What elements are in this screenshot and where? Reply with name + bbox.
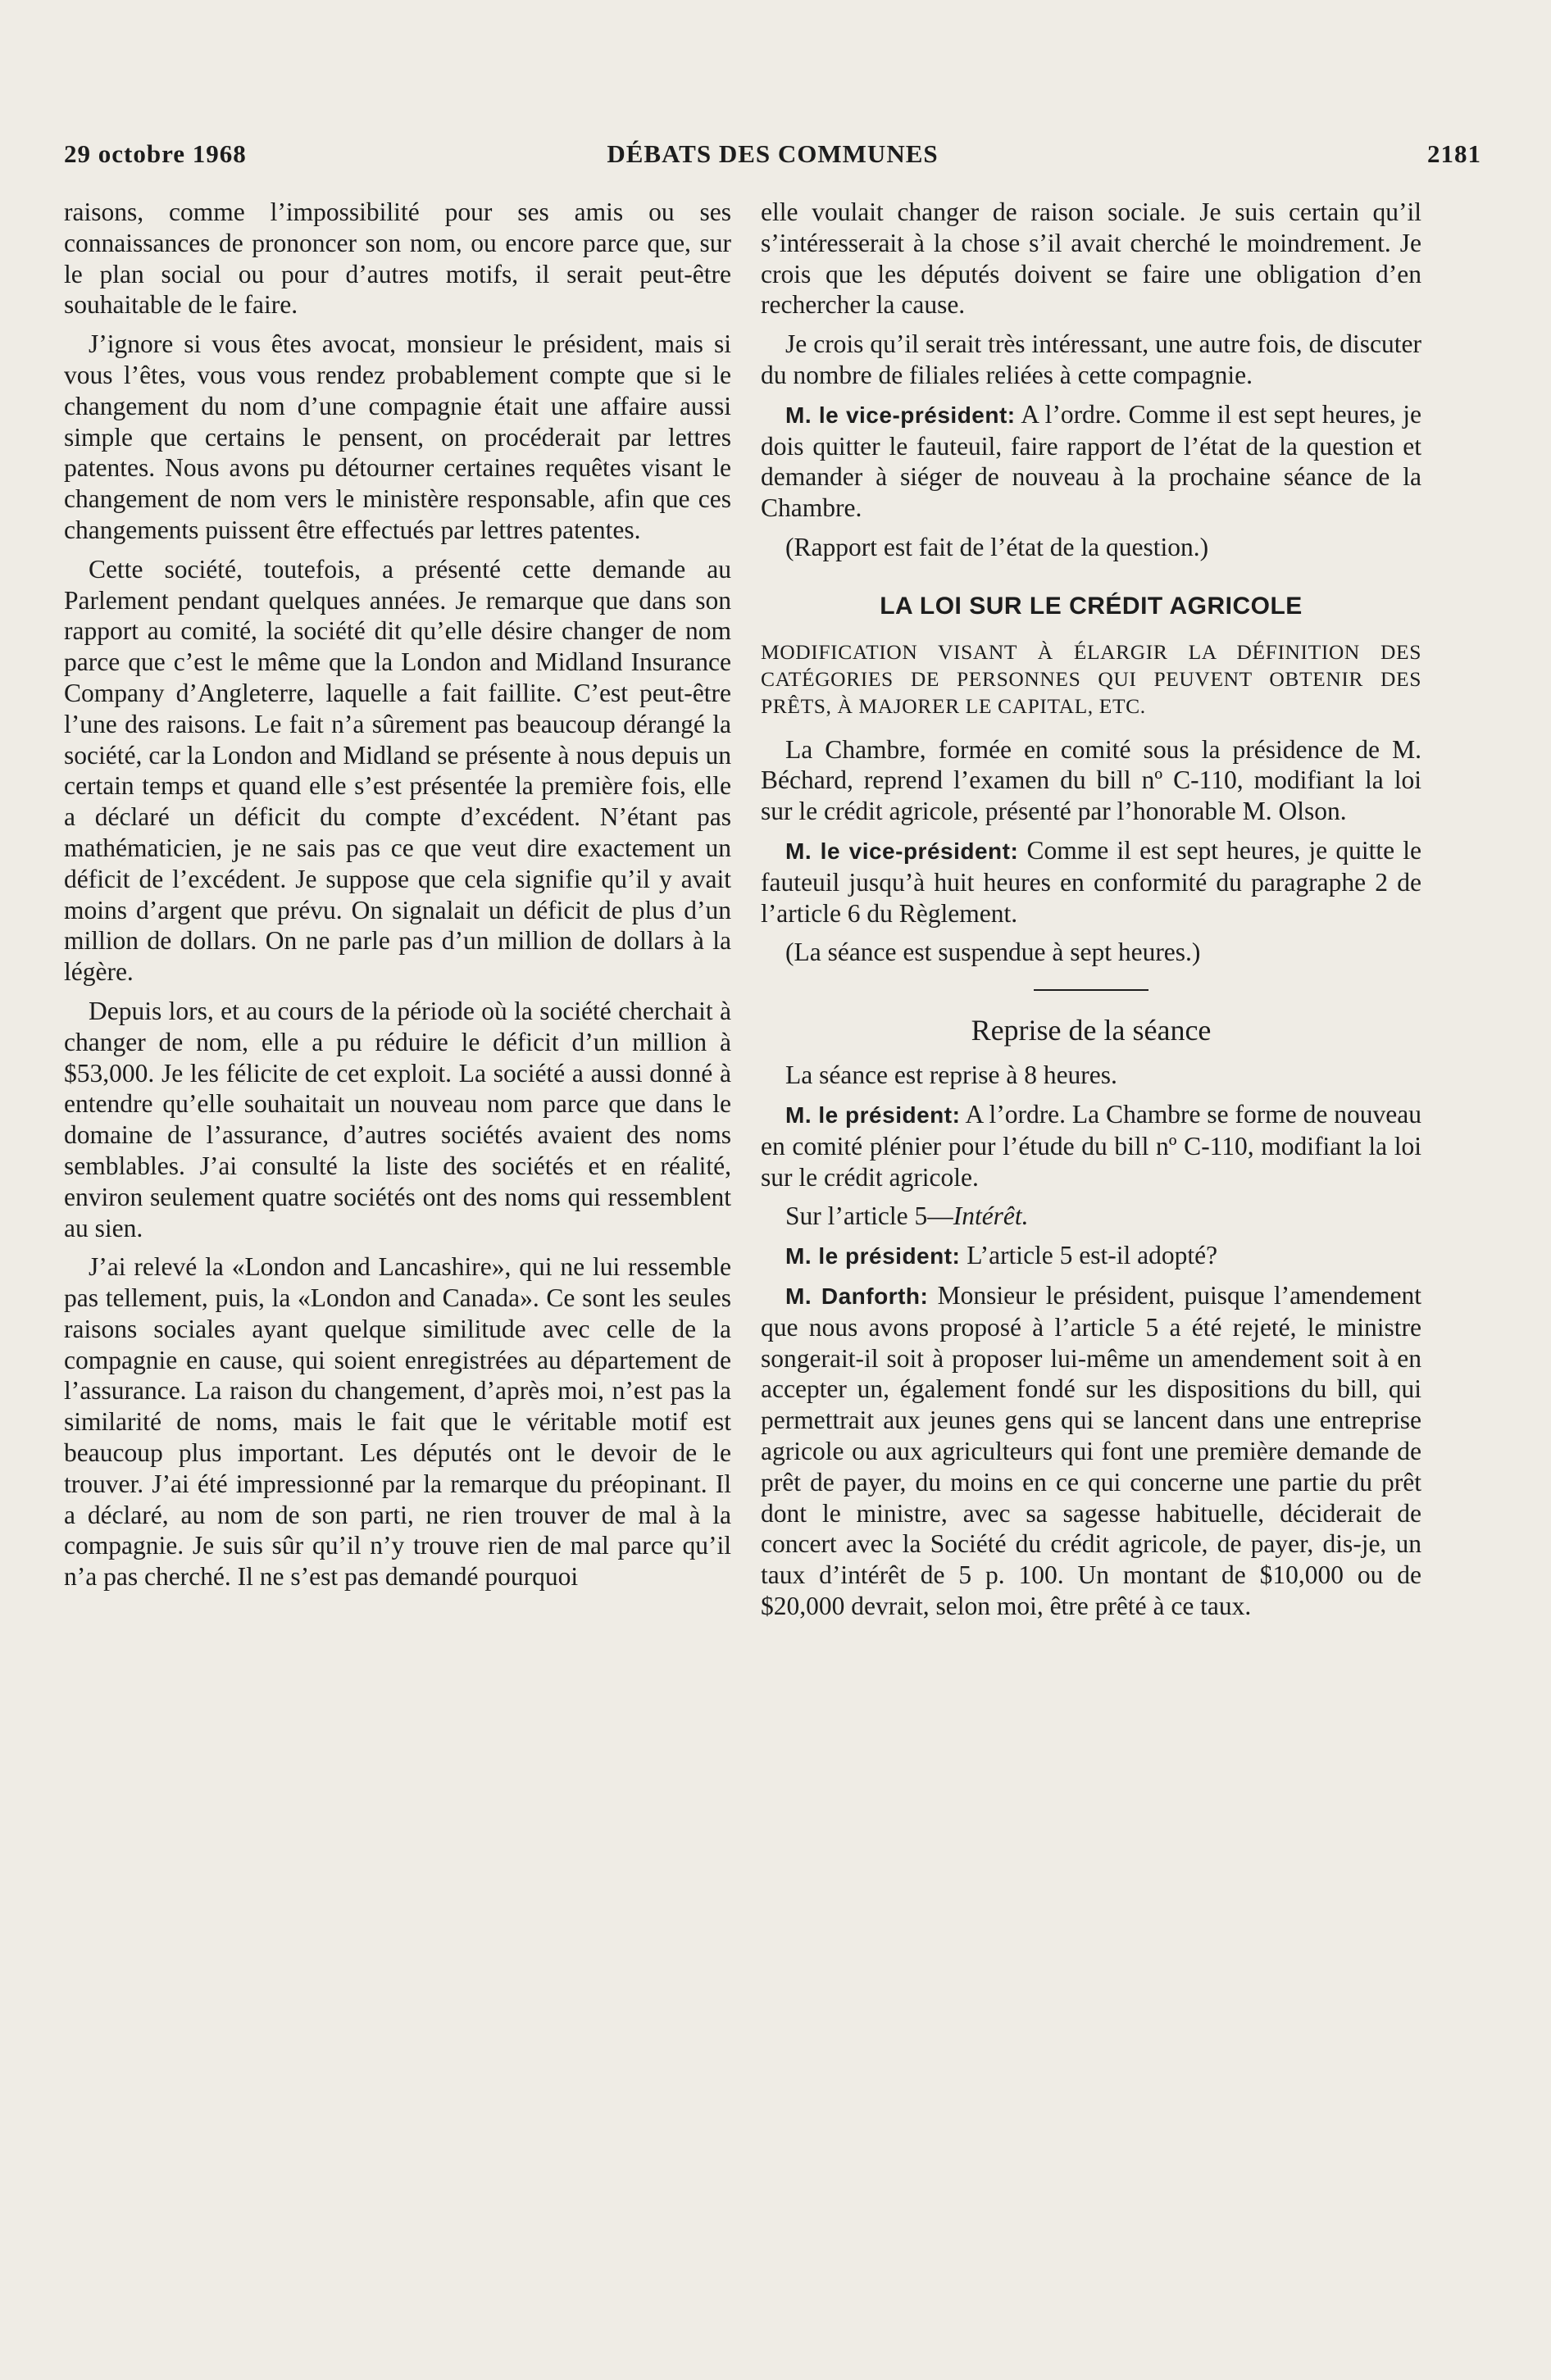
speaker-name: M. le président: — [785, 1101, 961, 1128]
paragraph: Je crois qu’il serait très intéressant, une autre fois, de discuter du nombre de filiales reliées à cette compagnie. — [761, 329, 1421, 389]
speech-text: A l’ordre. Comme il est sept heures, je dois quitter le fauteuil, faire rapport de l’état de la question et demander à siéger de nouveau à la prochaine séance de la Chambre. — [761, 399, 1421, 523]
paragraph: J’ignore si vous êtes avocat, monsieur le président, mais si vous l’êtes, vous vous rendez probablement compte que si le changement du nom d’une compagnie était une affaire aussi simple que certains le pensent, on procéderait par lettres patentes. Nous avons pu détourner certaines requêtes visant le changement de nom vers le ministère responsable, afin que ces changements puissent être effectués par lettres patentes. — [64, 329, 731, 544]
page-number: 2181 — [1427, 139, 1481, 168]
speech-paragraph — [761, 1280, 1421, 1622]
article-title: Intérêt. — [953, 1201, 1029, 1231]
speaker-name: M. Danforth: — [785, 1283, 929, 1309]
article-prefix: Sur l’article 5— — [785, 1201, 953, 1231]
paragraph: elle voulait changer de raison sociale. Je suis certain qu’il s’intéresserait à la chose s’il avait cherché le moindrement. Je crois que les députés doivent se faire une obligation d’en rechercher la cause. — [761, 198, 1421, 320]
section-title: LA LOI SUR LE CRÉDIT AGRICOLE — [880, 592, 1303, 620]
speech-paragraph — [761, 835, 1421, 929]
speaker-name: M. le vice-président: — [785, 402, 1016, 428]
right-column — [761, 197, 1421, 1622]
page-header — [64, 139, 1481, 174]
speech-paragraph — [761, 1099, 1421, 1192]
resume-title: Reprise de la séance — [971, 1014, 1212, 1047]
procedural-note: (La séance est suspendue à sept heures.) — [785, 938, 1201, 967]
paragraph: Depuis lors, et au cours de la période où la société cherchait à changer de nom, elle a pu réduire le déficit d’un million à $53,000. Je les félicite de cet exploit. La société a aussi donné à entendre qu’elle souhaitait un nouveau nom parce que dans le domaine de l’assurance, d’autres sociétés avaient des noms semblables. J’ai consulté la liste des sociétés et en réalité, environ seulement quatre sociétés ont des noms qui ressemblent au sien. — [64, 996, 731, 1242]
article-line — [761, 1201, 1421, 1232]
speech-paragraph — [761, 399, 1421, 524]
paragraph: La séance est reprise à 8 heures. — [785, 1061, 1117, 1090]
paragraph: J’ai relevé la «London and Lancashire», qui ne lui ressemble pas tellement, puis, la «London and Canada». Ce sont les seules raisons sociales ayant quelque similitude avec celle de la compagnie en cause, qui soient enregistrées au département de l’assurance. La raison du changement, d’après moi, n’est pas la similarité de noms, mais le fait que le véritable motif est beaucoup plus important. Les députés ont le devoir de le trouver. J’ai été impressionné par la remarque du préopinant. Il a déclaré, au nom de son parti, ne rien trouver de mal à la compagnie. Je suis sûr qu’il n’y trouve rien de mal parce qu’il n’a pas cherché. Il ne s’est pas demandé pourquoi — [64, 1252, 731, 1592]
speech-text: Monsieur le président, puisque l’amendement que nous avons proposé à l’article 5 a été rejeté, le ministre songerait-il soit à proposer lui-même un amendement soit à en accepter un, également fondé sur les dispositions du bill, qui permettrait aux jeunes gens qui se lancent dans une entreprise agricole ou aux agriculteurs qui font une première demande de prêt de payer, du moins en ce qui concerne une partie du prêt dont le ministre, avec sa sagesse habituelle, déciderait de concert avec la Société du crédit agricole, de payer, dis-je, un taux d’intérêt de 5 p. 100. Un montant de $10,000 ou de $20,000 devrait, selon moi, être prêté à ce taux. — [761, 1280, 1421, 1620]
speech-paragraph — [761, 1240, 1421, 1272]
paragraph: raisons, comme l’impossibilité pour ses amis ou ses connaissances de prononcer son nom, ou encore parce que, sur le plan social ou pour d’autres motifs, il serait peut-être souhaitable de le faire. — [64, 198, 731, 320]
procedural-note: (Rapport est fait de l’état de la question.) — [785, 532, 1209, 561]
paragraph: La Chambre, formée en comité sous la présidence de M. Béchard, reprend l’examen du bill nº C-110, modifiant la loi sur le crédit agricole, présenté par l’honorable M. Olson. — [761, 734, 1421, 826]
header-title: DÉBATS DES COMMUNES — [607, 139, 939, 168]
section-divider — [1034, 989, 1148, 991]
speaker-name: M. le vice-président: — [785, 838, 1019, 864]
speech-text: L’article 5 est-il adopté? — [960, 1241, 1218, 1270]
section-subtitle: MODIFICATION VISANT À ÉLARGIR LA DÉFINITION DES CATÉGORIES DE PERSONNES QUI PEUVENT OBTENIR DES PRÊTS, À MAJORER LE CAPITAL, ETC. — [761, 639, 1421, 718]
speaker-name: M. le président: — [785, 1243, 961, 1269]
speech-text: Comme il est sept heures, je quitte le fauteuil jusqu’à huit heures en conformité du paragraphe 2 de l’article 6 du Règlement. — [761, 835, 1421, 928]
paragraph: Cette société, toutefois, a présenté cette demande au Parlement pendant quelques années. Je remarque que dans son rapport au comité, la société dit qu’elle désire changer de nom parce que c’est le même que la London and Midland Insurance Company d’Angleterre, laquelle a fait faillite. C’est peut-être l’une des raisons. Le fait n’a sûrement pas beaucoup dérangé la société, car la London and Midland se présente à nous depuis un certain temps et quand elle s’est présentée la première fois, elle a déclaré un déficit du compte d’excédent. N’étant pas mathématicien, je ne sais pas ce que veut dire exactement un déficit de l’excédent. Je suppose que cela signifie qu’il y avait moins d’argent que prévu. On signalait un déficit de plus d’un million de dollars. On ne parle pas d’un million de dollars à la légère. — [64, 554, 731, 987]
speech-text: A l’ordre. La Chambre se forme de nouveau en comité plénier pour l’étude du bill nº C-110, modifiant la loi sur le crédit agricole. — [761, 1099, 1421, 1192]
left-column — [64, 197, 731, 1592]
header-date: 29 octobre 1968 — [64, 139, 247, 168]
